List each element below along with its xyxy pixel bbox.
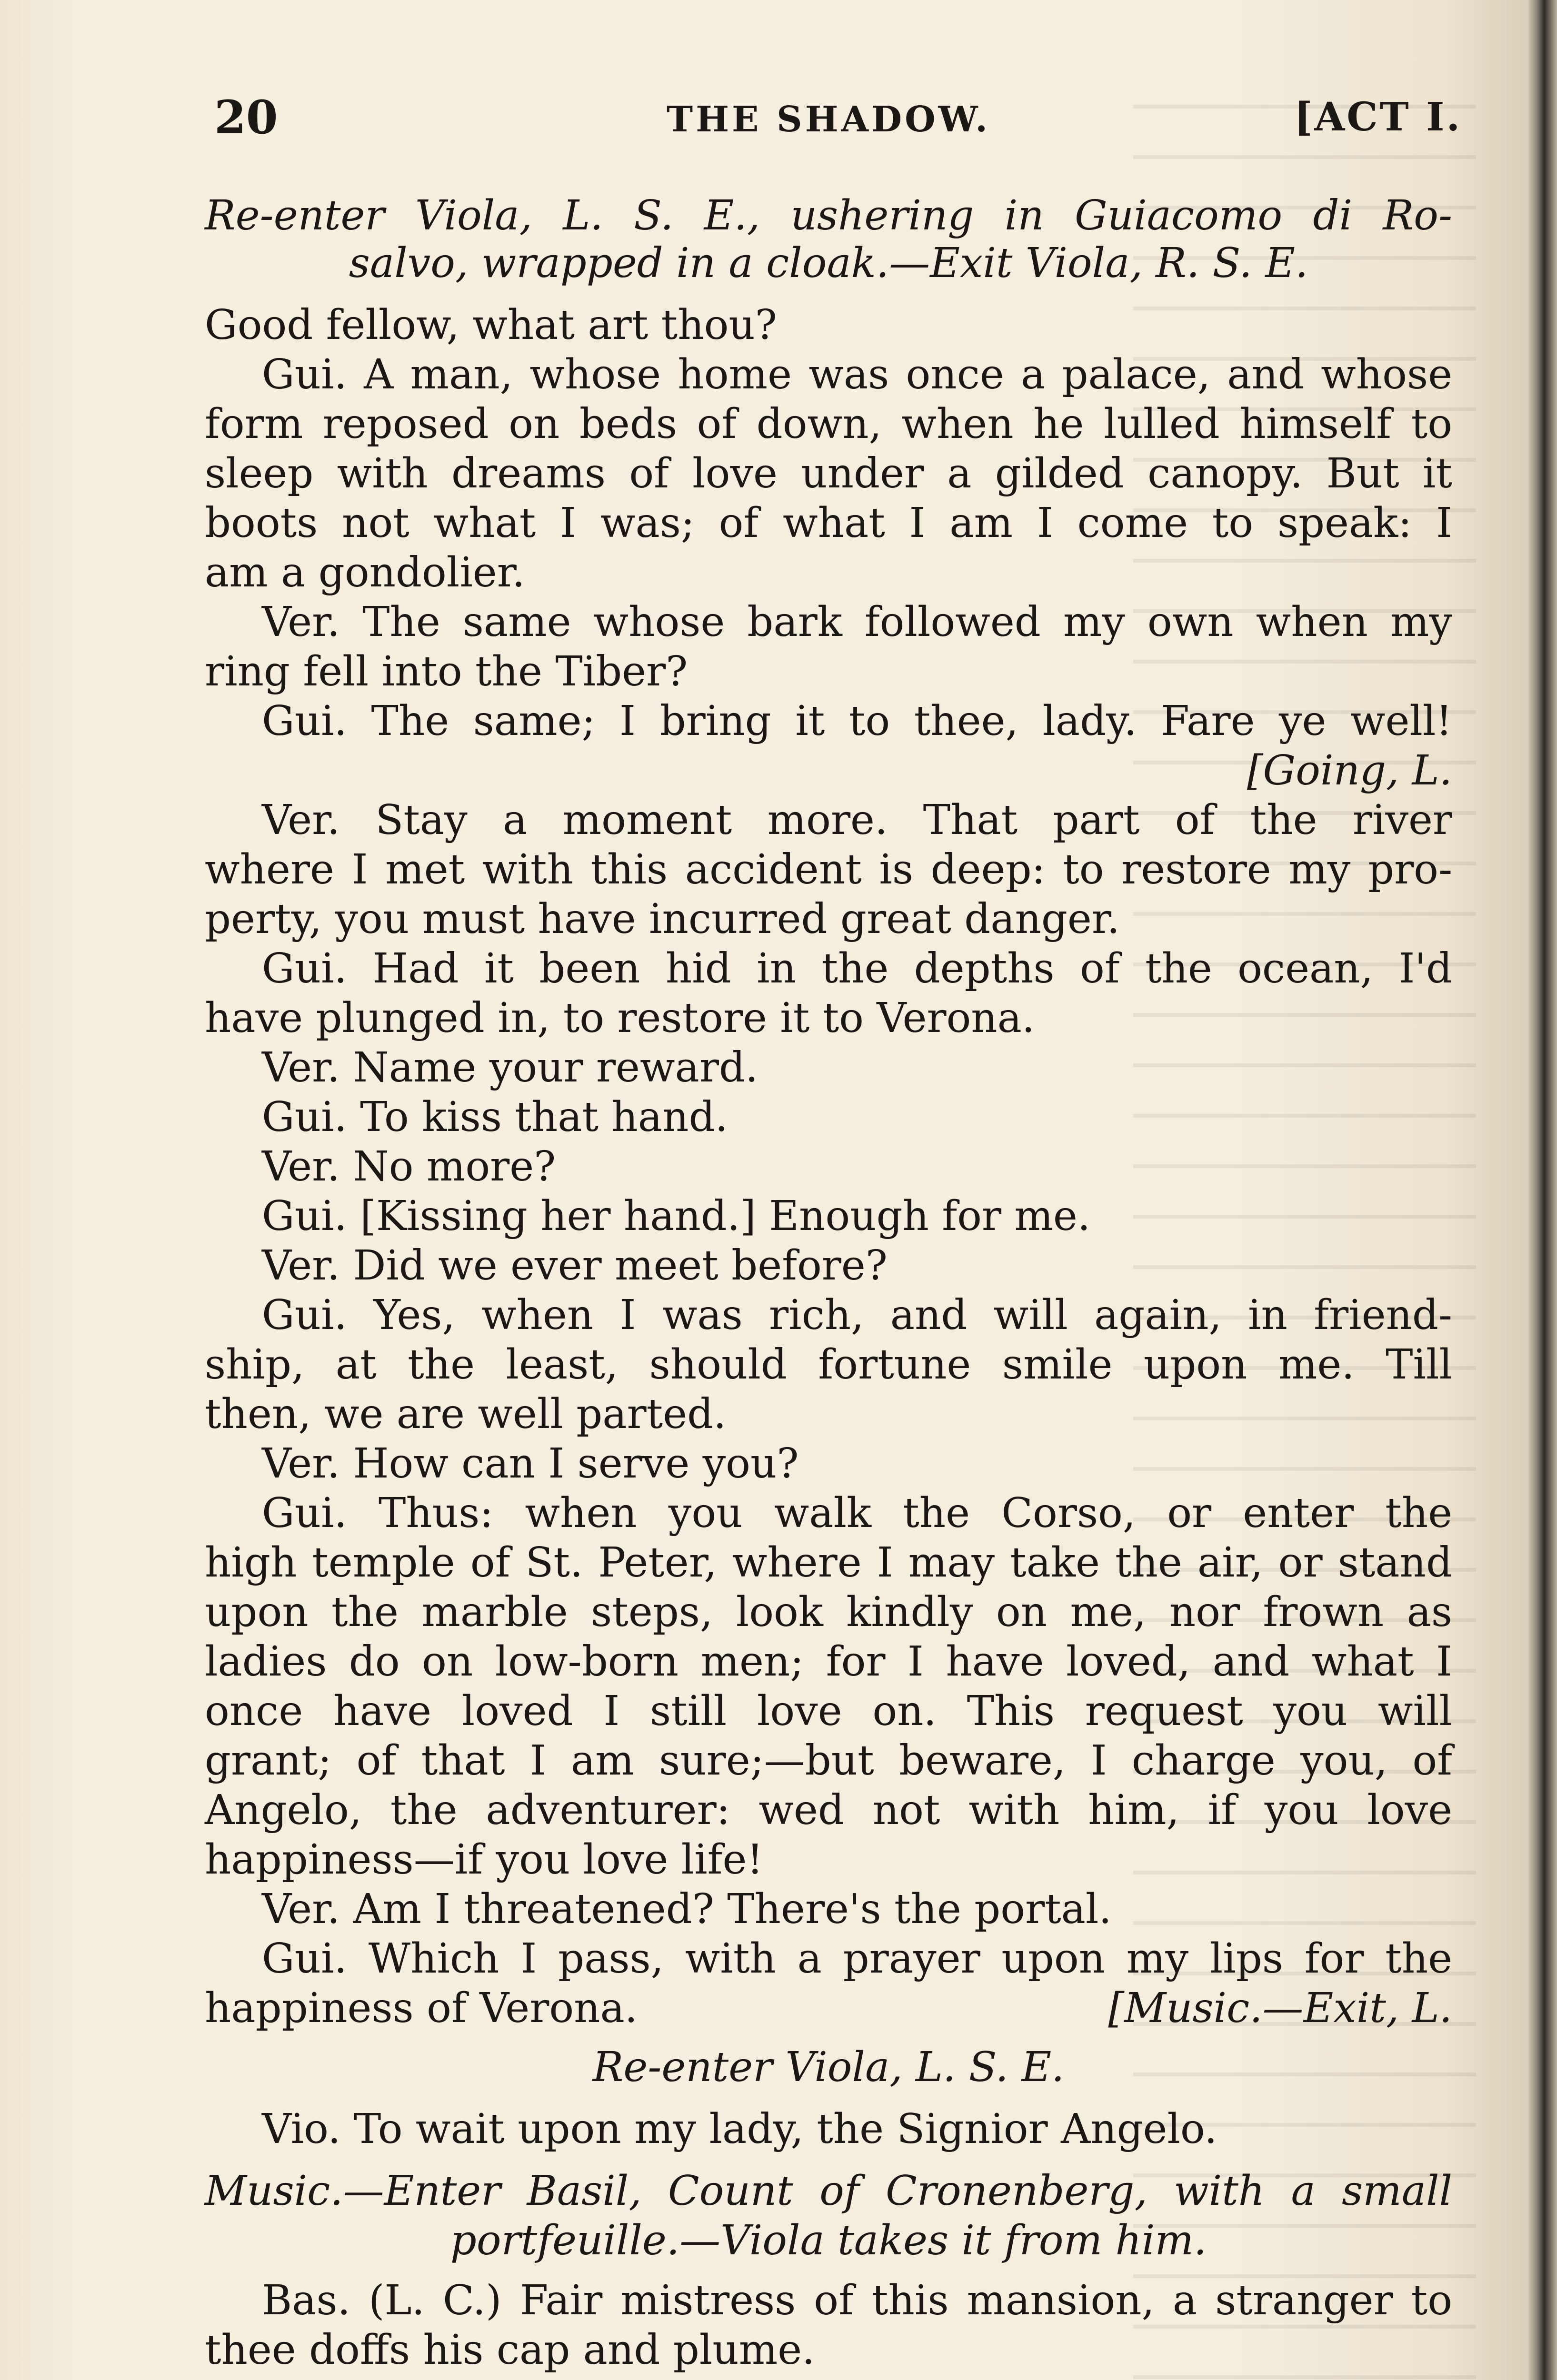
text-line: ladies do on low-born men; for I have loved, and what I: [205, 1638, 1452, 1686]
page-header: [214, 90, 1462, 148]
stage-direction-line: [Going, L.: [1247, 747, 1452, 794]
stage-direction-line: portfeuille.—Viola takes it from him.: [450, 2217, 1207, 2264]
stage-direction-line: Re-enter Viola, L. S. E.: [592, 2043, 1065, 2091]
stage-direction-line: Music.—Enter Basil, Count of Cronenberg, with a small: [205, 2167, 1452, 2215]
text-line: Ver. Did we ever meet before?: [262, 1242, 888, 1289]
stage-direction-line: salvo, wrapped in a cloak.—Exit Viola, R. S. E.: [349, 239, 1308, 287]
text-line: Gui. The same; I bring it to thee, lady. Fare ye well!: [262, 697, 1452, 745]
text-line: Ver. Am I threatened? There's the portal.: [262, 1885, 1112, 1933]
text-line: boots not what I was; of what I am I come to speak: I: [205, 499, 1452, 547]
text-line: grant; of that I am sure;—but beware, I charge you, of: [205, 1737, 1452, 1785]
text-line: upon the marble steps, look kindly on me, nor frown as: [205, 1588, 1452, 1636]
text-line: Gui. A man, whose home was once a palace, and whose: [262, 351, 1452, 398]
text-line: ring fell into the Tiber?: [205, 648, 688, 695]
text-line: Gui. [Kissing her hand.] Enough for me.: [262, 1192, 1091, 1240]
text-line: happiness of Verona. [Music.—Exit, L.: [205, 1983, 1452, 2033]
text-line: Vio. To wait upon my lady, the Signior Angelo.: [262, 2105, 1218, 2153]
text-line: Gui. Had it been hid in the depths of the ocean, I'd: [262, 945, 1452, 992]
exit-direction: [Music.—Exit, L.: [1108, 1984, 1452, 2032]
text-line: Ver. Stay a moment more. That part of the river: [262, 796, 1452, 844]
text-line: Ver. Name your reward.: [262, 1044, 759, 1091]
running-title: THE SHADOW.: [667, 99, 990, 140]
text-line: Bas. (L. C.) Fair mistress of this mansion, a stranger to: [262, 2277, 1452, 2324]
text-line: once have loved I still love on. This request you will: [205, 1687, 1452, 1735]
text-line: sleep with dreams of love under a gilded canopy. But it: [205, 450, 1452, 497]
text-line: Ver. No more?: [262, 1143, 556, 1190]
text-line: then, we are well parted.: [205, 1390, 727, 1438]
act-label: [ACT I.: [1294, 94, 1462, 140]
text-line: Gui. Yes, when I was rich, and will again, in friend-: [262, 1291, 1452, 1339]
text-line: thee doffs his cap and plume.: [205, 2326, 815, 2374]
text-line: am a gondolier.: [205, 549, 525, 596]
text-line: Gui. Thus: when you walk the Corso, or enter the: [262, 1489, 1452, 1537]
text-line: happiness—if you love life!: [205, 1836, 763, 1884]
text-line: Gui. Which I pass, with a prayer upon my lips for the: [262, 1935, 1452, 1983]
text-line: Good fellow, what art thou?: [205, 301, 777, 349]
text-line: Gui. To kiss that hand.: [262, 1093, 728, 1141]
page-number: 20: [214, 90, 278, 144]
text-line: Angelo, the adventurer: wed not with him, if you love: [205, 1786, 1452, 1834]
book-spine-edge: [1528, 0, 1557, 2380]
text-line: perty, you must have incurred great danger.: [205, 895, 1120, 943]
text-line: where I met with this accident is deep: to restore my pro-: [205, 846, 1452, 893]
text-line: Ver. How can I serve you?: [262, 1440, 799, 1488]
stage-direction-line: Re-enter Viola, L. S. E., ushering in Guiacomo di Ro-: [205, 192, 1452, 239]
text-line: Ver. The same whose bark followed my own when my: [262, 598, 1452, 646]
text-line: form reposed on beds of down, when he lulled himself to: [205, 400, 1452, 448]
text-line: high temple of St. Peter, where I may take the air, or stand: [205, 1539, 1452, 1587]
text-line: ship, at the least, should fortune smile upon me. Till: [205, 1341, 1452, 1388]
text-line: have plunged in, to restore it to Verona.: [205, 994, 1035, 1042]
